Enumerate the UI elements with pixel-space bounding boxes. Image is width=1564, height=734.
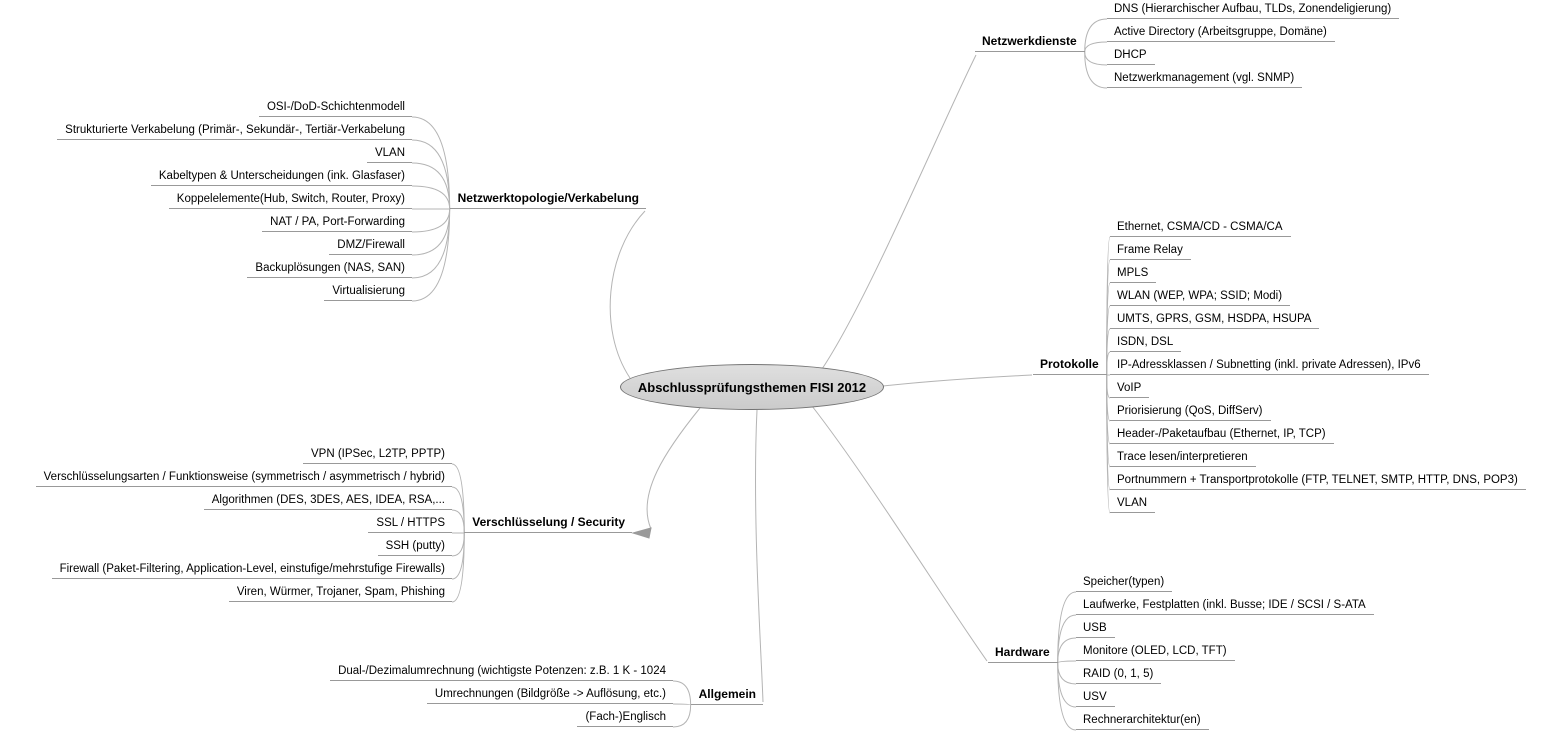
map-node-netzwerktopologie-verkabelung-7[interactable]: Backuplösungen (NAS, SAN): [247, 259, 412, 278]
map-node-protokolle-6[interactable]: IP-Adressklassen / Subnetting (inkl. private Adressen), IPv6: [1110, 356, 1429, 375]
map-node-hardware-4[interactable]: RAID (0, 1, 5): [1076, 665, 1161, 684]
edge: [1085, 42, 1107, 52]
map-node-netzwerktopologie-verkabelung-4[interactable]: Koppelelemente(Hub, Switch, Router, Proxy): [169, 190, 412, 209]
map-node-allgemein-0[interactable]: Dual-/Dezimalumrechnung (wichtigste Potenzen: z.B. 1 K - 1024: [330, 662, 673, 681]
edge: [673, 704, 691, 705]
map-node-protokolle-9[interactable]: Header-/Paketaufbau (Ethernet, IP, TCP): [1110, 425, 1334, 444]
map-node-verschluesselung-security-4[interactable]: SSH (putty): [378, 537, 452, 556]
map-node-protokolle-1[interactable]: Frame Relay: [1110, 241, 1191, 260]
map-node-verschluesselung-security-3[interactable]: SSL / HTTPS: [368, 514, 452, 533]
edge: [883, 375, 1032, 386]
map-node-protokolle-12[interactable]: VLAN: [1110, 494, 1155, 513]
edge: [412, 117, 450, 209]
map-node-protokolle-0[interactable]: Ethernet, CSMA/CD - CSMA/CA: [1110, 218, 1291, 237]
edge: [1058, 592, 1076, 663]
edge: [452, 510, 464, 533]
branch-label-verschluesselung-security[interactable]: Verschlüsselung / Security: [464, 512, 632, 533]
branch-label-allgemein[interactable]: Allgemein: [691, 684, 763, 705]
edge: [452, 533, 464, 556]
map-node-netzwerktopologie-verkabelung-3[interactable]: Kabeltypen & Unterscheidungen (ink. Glasfaser): [151, 167, 412, 186]
edge: [412, 209, 450, 255]
map-node-netzwerktopologie-verkabelung-2[interactable]: VLAN: [367, 144, 412, 163]
root-node[interactable]: Abschlussprüfungsthemen FISI 2012: [620, 364, 884, 410]
branch-label-netzwerktopologie-verkabelung[interactable]: Netzwerktopologie/Verkabelung: [450, 188, 646, 209]
map-node-protokolle-11[interactable]: Portnummern + Transportprotokolle (FTP, TELNET, SMTP, HTTP, DNS, POP3): [1110, 471, 1526, 490]
map-node-allgemein-1[interactable]: Umrechnungen (Bildgröße -> Auflösung, etc.): [427, 685, 673, 704]
edge: [452, 533, 464, 579]
edge: [1058, 615, 1076, 663]
edge: [412, 209, 450, 278]
edge: [412, 163, 450, 209]
edge: [412, 209, 450, 232]
map-node-netzwerkdienste-2[interactable]: DHCP: [1107, 46, 1155, 65]
map-node-netzwerktopologie-verkabelung-8[interactable]: Virtualisierung: [324, 282, 412, 301]
edge: [1058, 663, 1076, 684]
map-node-verschluesselung-security-5[interactable]: Firewall (Paket-Filtering, Application-Level, einstufige/mehrstufige Firewalls): [52, 560, 452, 579]
map-node-protokolle-8[interactable]: Priorisierung (QoS, DiffServ): [1110, 402, 1271, 421]
edge: [1085, 52, 1107, 65]
edge: [1085, 52, 1107, 88]
map-node-netzwerktopologie-verkabelung-6[interactable]: DMZ/Firewall: [329, 236, 412, 255]
branch-label-protokolle[interactable]: Protokolle: [1033, 354, 1107, 375]
map-node-verschluesselung-security-0[interactable]: VPN (IPSec, L2TP, PPTP): [303, 445, 452, 464]
edge: [412, 209, 450, 301]
map-node-protokolle-5[interactable]: ISDN, DSL: [1110, 333, 1181, 352]
edge: [412, 140, 450, 209]
branch-label-hardware[interactable]: Hardware: [988, 642, 1058, 663]
map-node-netzwerktopologie-verkabelung-5[interactable]: NAT / PA, Port-Forwarding: [262, 213, 412, 232]
map-node-hardware-2[interactable]: USB: [1076, 619, 1115, 638]
edge: [452, 464, 464, 533]
edge: [610, 211, 645, 378]
edge: [647, 408, 700, 529]
edge: [812, 406, 987, 661]
map-node-verschluesselung-security-1[interactable]: Verschlüsselungsarten / Funktionsweise (symmetrisch / asymmetrisch / hybrid): [36, 468, 452, 487]
edge: [1058, 661, 1076, 663]
map-node-hardware-6[interactable]: Rechnerarchitektur(en): [1076, 711, 1209, 730]
edge: [673, 681, 691, 705]
edge: [1085, 19, 1107, 52]
edge: [412, 186, 450, 209]
map-node-hardware-1[interactable]: Laufwerke, Festplatten (inkl. Busse; IDE / SCSI / S-ATA: [1076, 596, 1374, 615]
map-node-hardware-0[interactable]: Speicher(typen): [1076, 573, 1172, 592]
map-node-protokolle-7[interactable]: VoIP: [1110, 379, 1149, 398]
edge: [1058, 663, 1076, 730]
edge: [1058, 638, 1076, 663]
edge: [822, 55, 976, 369]
map-node-netzwerkdienste-0[interactable]: DNS (Hierarchischer Aufbau, TLDs, Zonendeligierung): [1107, 0, 1399, 19]
map-node-protokolle-4[interactable]: UMTS, GPRS, GSM, HSDPA, HSUPA: [1110, 310, 1319, 329]
map-node-netzwerkdienste-1[interactable]: Active Directory (Arbeitsgruppe, Domäne): [1107, 23, 1335, 42]
map-node-verschluesselung-security-2[interactable]: Algorithmen (DES, 3DES, AES, IDEA, RSA,...: [204, 491, 452, 510]
map-node-hardware-5[interactable]: USV: [1076, 688, 1115, 707]
map-node-protokolle-2[interactable]: MPLS: [1110, 264, 1156, 283]
arrow-link-head-icon: [633, 528, 651, 538]
edge: [756, 410, 763, 702]
map-node-verschluesselung-security-6[interactable]: Viren, Würmer, Trojaner, Spam, Phishing: [229, 583, 452, 602]
map-node-protokolle-3[interactable]: WLAN (WEP, WPA; SSID; Modi): [1110, 287, 1290, 306]
map-node-hardware-3[interactable]: Monitore (OLED, LCD, TFT): [1076, 642, 1235, 661]
map-node-netzwerktopologie-verkabelung-0[interactable]: OSI-/DoD-Schichtenmodell: [259, 98, 412, 117]
edge: [452, 533, 464, 602]
map-node-netzwerkdienste-3[interactable]: Netzwerkmanagement (vgl. SNMP): [1107, 69, 1302, 88]
edge: [452, 487, 464, 533]
edge: [1058, 663, 1076, 707]
map-node-allgemein-2[interactable]: (Fach-)Englisch: [577, 708, 673, 727]
map-node-protokolle-10[interactable]: Trace lesen/interpretieren: [1110, 448, 1256, 467]
map-node-netzwerktopologie-verkabelung-1[interactable]: Strukturierte Verkabelung (Primär-, Sekundär-, Tertiär-Verkabelung: [57, 121, 412, 140]
edge: [673, 705, 691, 727]
branch-label-netzwerkdienste[interactable]: Netzwerkdienste: [975, 31, 1085, 52]
